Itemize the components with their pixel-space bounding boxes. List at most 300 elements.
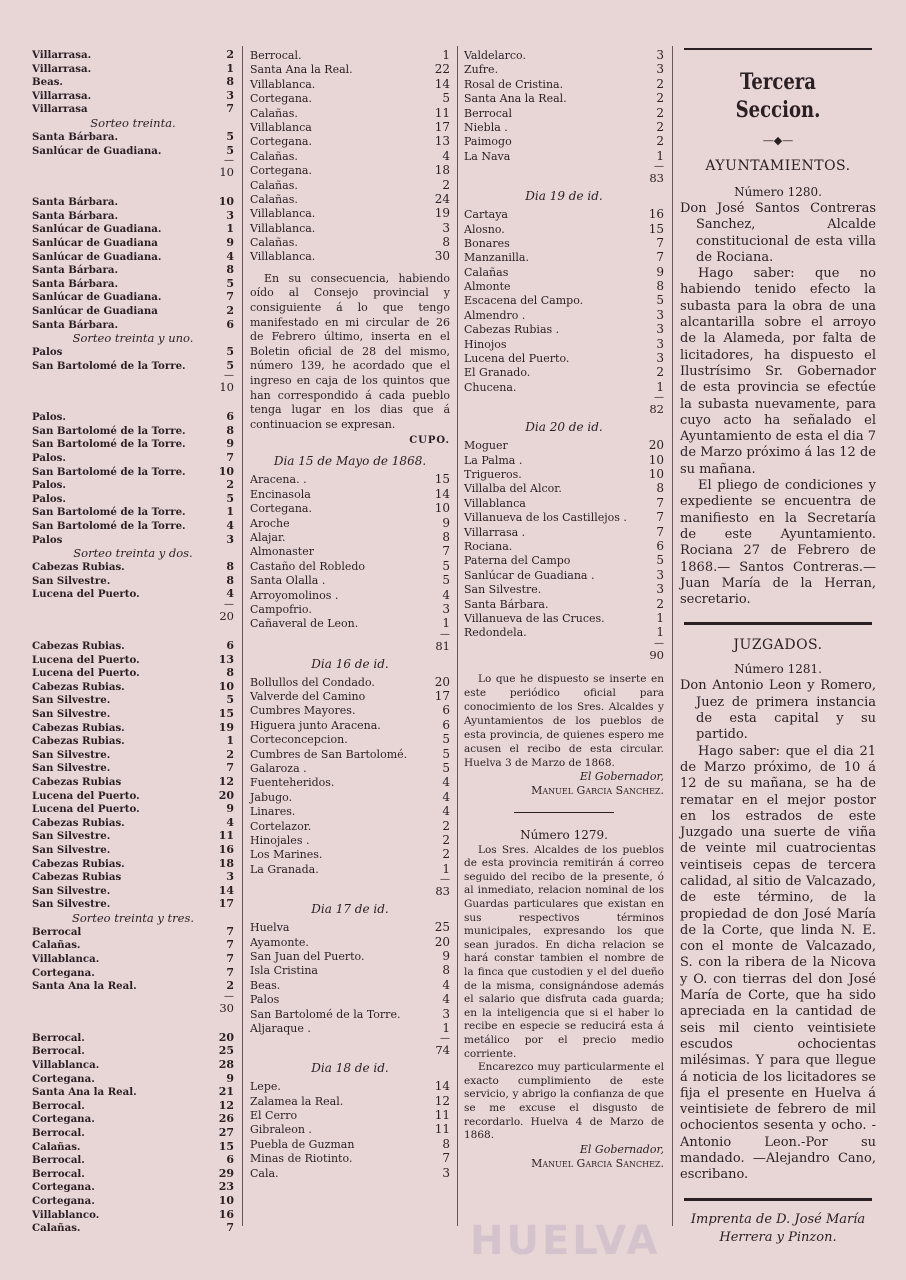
town-name: San Silvestre. xyxy=(464,583,542,597)
list-item xyxy=(250,487,450,501)
quota-value: 20 xyxy=(434,674,450,689)
town-name: Sanlúcar de Guadiana. xyxy=(32,291,162,304)
town-name: Cortelazor. xyxy=(250,819,312,833)
quota-value: 5 xyxy=(442,732,450,747)
town-name: Lucena del Puerto. xyxy=(32,789,140,802)
quota-value: 15 xyxy=(648,221,664,236)
quota-value: 3 xyxy=(656,62,664,77)
quota-value: 20 xyxy=(434,934,450,949)
town-name: Corteconcepcion. xyxy=(250,733,348,747)
column-4 xyxy=(680,48,876,1247)
quota-value: 1 xyxy=(656,610,664,625)
list-item xyxy=(32,775,234,789)
town-name: Cortegana. xyxy=(32,1072,95,1085)
list-item xyxy=(32,144,234,158)
quota-value: 3 xyxy=(442,1165,450,1180)
quota-value: 3 xyxy=(656,351,664,366)
list-item xyxy=(32,857,234,871)
list-item xyxy=(250,249,450,263)
list-item xyxy=(250,235,450,249)
list-item xyxy=(32,666,234,680)
town-name: Villablanca. xyxy=(250,250,316,264)
quota-value: 5 xyxy=(226,129,234,143)
quota-value: 8 xyxy=(226,75,234,89)
quota-value: 17 xyxy=(218,897,234,911)
town-name: Santa Ana la Real. xyxy=(32,1086,137,1099)
list-item xyxy=(250,1079,450,1093)
quota-value: 17 xyxy=(434,119,450,134)
quota-value: 10 xyxy=(648,466,664,481)
town-name: Los Marines. xyxy=(250,848,323,862)
list-item xyxy=(32,519,234,533)
quota-value: 26 xyxy=(218,1112,234,1126)
list-item xyxy=(250,134,450,148)
town-name: Villablanca xyxy=(250,120,312,134)
list-item xyxy=(250,530,450,544)
town-name: Sanlúcar de Guadiana. xyxy=(32,223,162,236)
list-item xyxy=(32,277,234,291)
quota-value: 6 xyxy=(442,717,450,732)
town-name: Cabezas Rubias. xyxy=(32,561,125,574)
list-item xyxy=(464,222,664,236)
list-item xyxy=(32,587,234,601)
list-item xyxy=(32,802,234,816)
quota-value: 8 xyxy=(656,279,664,294)
list-item xyxy=(250,963,450,977)
total: 10 xyxy=(219,165,234,180)
quota-value: 3 xyxy=(656,582,664,597)
list-item xyxy=(32,925,234,939)
town-name: Cabezas Rubias. xyxy=(32,735,125,748)
list-item xyxy=(464,597,664,611)
quota-value: 6 xyxy=(442,703,450,718)
quota-value: 1 xyxy=(656,379,664,394)
list-item xyxy=(250,221,450,235)
quota-value: 9 xyxy=(442,515,450,530)
watermark: HUELVA xyxy=(470,1218,661,1264)
list-item xyxy=(32,1153,234,1167)
quota-value: 4 xyxy=(442,587,450,602)
quota-value: 20 xyxy=(218,788,234,802)
list-item xyxy=(32,1031,234,1045)
list-item xyxy=(464,481,664,495)
list-item xyxy=(250,790,450,804)
quota-value: 3 xyxy=(656,307,664,322)
town-name: Zufre. xyxy=(464,63,499,77)
quota-value: 4 xyxy=(442,148,450,163)
quota-value: 12 xyxy=(218,774,234,788)
town-name: Palos xyxy=(32,533,63,546)
quota-value: 3 xyxy=(226,870,234,884)
quota-value: 25 xyxy=(218,1044,234,1058)
town-name: Chucena. xyxy=(464,380,517,394)
paragraph: Encarezco muy particularmente el exacto cumplimiento de este servicio, y abrigo la confianza de que se me excuse el disgusto de recordarlo. Huelva 4 de Marzo de 1868. xyxy=(464,1061,664,1142)
list-item xyxy=(464,62,664,76)
list-item xyxy=(32,979,234,993)
list-item xyxy=(464,365,664,379)
town-name: Villarrasa . xyxy=(464,525,526,539)
town-name: Cortegana. xyxy=(250,135,312,149)
column-divider xyxy=(672,46,673,1226)
town-name: Berrocal xyxy=(32,925,82,938)
quota-value: 5 xyxy=(442,761,450,776)
town-name: Santa Bárbara. xyxy=(32,196,119,209)
column-1: Villarrasa. 2 Villarrasa. 1 Beas. 8 Villarrasa. 3 Villarrasa 7 Sorteo treinta. Santa Bárbara. 5 Sanlúcar de Guadiana. 5 — 10 Santa Bárbara. 10 Santa Bárbara. 3 Sanlúcar de Guadiana. 1 Sanlúcar de Guadiana 9 Sanlúcar de Guadiana. 4 Santa Bárbara. 8 Santa Bárbara. 5 Sanlúcar de Guadiana. 7 Sanlúcar de Guadiana 2 Santa Bárbara. 6 Sorteo treinta y uno. Palos 5 San Bartolomé de la Torre. 5 — 10 Palos. 6 San Bartolomé de la Torre. 8 San Bartolomé de la Torre. 9 Palos. 7 San Bartolomé de la Torre. 10 Palos. 2 Palos. 5 San Bartolomé de la Torre. 1 San Bartolomé de la Torre. 4 Palos 3 Sorteo treinta y dos. Cabezas Rubias. 8 San Silvestre. 8 Lucena del Puerto. 4 — 20 Cabezas Rubias. 6 Lucena del Puerto. 13 Lucena del Puerto. 8 Cabezas Rubias. 10 San Silvestre. 5 San Silvestre. 15 Cabezas Rubias. 19 Cabezas Rubias. 1 San Silvestre. 2 San Silvestre. 7 Cabezas Rubias 12 Lucena del Puerto. 20 Lucena del Puerto. 9 Cabezas Rubias. 4 San Silvestre. 11 San Silvestre. 16 Cabezas Rubias. 18 Cabezas Rubias 3 San Silvestre. 14 San Silvestre. 17 Sorteo treinta y tres. Berrocal 7 Calañas. 7 Villablanca. 7 Cortegana. 7 Santa Ana la Real. 2 — 30 Berrocal. 20 Berrocal. 25 Villablanca. 28 Cortegana. 9 Santa Ana la Real. 21 Berrocal. 12 Cortegana. 26 Berrocal. 27 Calañas. 15 Berrocal. 6 Berrocal. 29 Cortegana. 23 Cortegana. 10 Villablanco. 16 Calañas. 7 xyxy=(32,48,234,1235)
quota-value: 3 xyxy=(656,48,664,62)
list-item xyxy=(250,106,450,120)
list-item xyxy=(32,263,234,277)
list-item xyxy=(250,1151,450,1165)
quota-value: 18 xyxy=(434,163,450,178)
list-item xyxy=(32,938,234,952)
quota-value: 7 xyxy=(656,524,664,539)
quota-value: 8 xyxy=(226,573,234,587)
list-item xyxy=(32,1167,234,1181)
list-item xyxy=(464,279,664,293)
list-item xyxy=(32,574,234,588)
quota-value: 1 xyxy=(226,734,234,748)
town-name: San Silvestre. xyxy=(32,748,111,761)
list-item xyxy=(32,1140,234,1154)
quota-value: 7 xyxy=(226,290,234,304)
town-name: Minas de Riotinto. xyxy=(250,1152,353,1166)
town-name: Jabugo. xyxy=(250,790,293,804)
list-item xyxy=(32,304,234,318)
list-item xyxy=(32,761,234,775)
quota-value: 2 xyxy=(442,832,450,847)
list-item xyxy=(32,130,234,144)
signature-title: El Gobernador, xyxy=(579,769,664,783)
town-name: Castaño del Robledo xyxy=(250,559,366,573)
town-name: Sanlúcar de Guadiana. xyxy=(32,144,162,157)
quota-value: 1 xyxy=(226,222,234,236)
town-name: San Silvestre. xyxy=(32,898,111,911)
town-name: Santa Bárbara. xyxy=(32,318,119,331)
quota-value: 16 xyxy=(218,842,234,856)
list-item xyxy=(464,525,664,539)
quota-value: 5 xyxy=(656,553,664,568)
list-item xyxy=(32,734,234,748)
quota-value: 3 xyxy=(442,220,450,235)
town-name: Cabezas Rubias . xyxy=(464,323,560,337)
town-name: Redondela. xyxy=(464,626,527,640)
quota-value: 6 xyxy=(226,639,234,652)
list-item xyxy=(250,935,450,949)
list-item xyxy=(32,290,234,304)
list-item xyxy=(464,510,664,524)
quota-value: 10 xyxy=(434,501,450,516)
list-item xyxy=(32,884,234,898)
town-name: Calañas. xyxy=(250,178,298,192)
quota-value: 13 xyxy=(218,652,234,666)
town-name: Almonaster xyxy=(250,545,314,559)
list-item xyxy=(250,616,450,630)
list-item xyxy=(250,1108,450,1122)
list-item xyxy=(464,625,664,639)
town-name: Lepe. xyxy=(250,1080,281,1094)
printer-imprint: Imprenta de D. José María Herrera y Pinzon. xyxy=(690,1211,866,1245)
list-item xyxy=(32,195,234,209)
town-name: Berrocal. xyxy=(32,1099,85,1112)
town-name: Moguer xyxy=(464,439,508,453)
quota-value: 5 xyxy=(226,143,234,157)
town-name: San Bartolomé de la Torre. xyxy=(32,438,186,451)
quota-value: 9 xyxy=(656,264,664,279)
quota-value: 18 xyxy=(218,856,234,870)
column-divider xyxy=(457,46,458,1226)
quota-value: 1 xyxy=(226,505,234,519)
list-item xyxy=(250,120,450,134)
town-name: Villanueva de las Cruces. xyxy=(464,611,605,625)
town-name: Valdelarco. xyxy=(464,49,526,62)
town-name: Palos. xyxy=(32,411,66,424)
list-item xyxy=(464,322,664,336)
town-name: Santa Ana la Real. xyxy=(250,63,353,77)
quota-value: 27 xyxy=(218,1126,234,1139)
town-name: Sanlúcar de Guadiana xyxy=(32,304,158,317)
list-item xyxy=(250,1122,450,1136)
quota-value: 1 xyxy=(442,48,450,62)
quota-value: 3 xyxy=(656,322,664,337)
list-item xyxy=(32,653,234,667)
quota-value: 7 xyxy=(226,952,234,966)
list-item xyxy=(464,293,664,307)
quota-value: 7 xyxy=(442,1151,450,1166)
list-item xyxy=(250,804,450,818)
list-item xyxy=(464,236,664,250)
town-name: Berrocal. xyxy=(250,49,302,62)
column-3: Valdelarco. 3 Zufre. 3 Rosal de Cristina. 2 Santa Ana la Real. 2 Berrocal 2 Niebla . 2 Paimogo 2 La Nava 1 — 83 Dia 19 de id. Cartaya 16 Alosno. 15 Bonares 7 Manzanilla. 7 Calañas 9 Almonte 8 Escacena del Campo. 5 Almendro . 3 Cabezas Rubias . 3 Hinojos 3 Lucena del Puerto. 3 El Granado. 2 Chucena. 1 — 82 Dia 20 de id. Moguer 20 La Palma . 10 Trigueros. 10 Villalba del Alcor. 8 Villablanca 7 Villanueva de los Castillejos . 7 Villarrasa . 7 Rociana. 6 Paterna del Campo 5 Sanlúcar de Guadiana . 3 San Silvestre. 3 Santa Bárbara. 2 Villanueva de las Cruces. 1 Redondela. 1 — 90 Lo que he dispuesto se inserte en este periódico oficial para conocimiento de los Sres. Alcaldes y Ayuntamientos de los pueblos de esta provincia, de quienes espero me acusen el recibo de esta circular. Huelva 3 de Marzo de 1868. El Gobernador, Manuel Garcia Sanchez. Número 1279. Los Sres. Alcaldes de los pueblos de esta provincia remitirán á correo seguido del recibo de la presente, ó al inmediato, relacion nominal de los Guardas particulares que existan en sus respectivos términos municipales, expresando los que sean jurados. En dicha relacion se hará constar tambien el nombre de la finca que custodien y el del dueño de la misma, consignándose además el salario que disfruta cada guarda; en la inteligencia que si el haber lo recibe en especie se reducirá esta á metálico por el precio medio corriente. Encarezco muy particularmente el exacto cumplimiento de este servicio, y abrigo la confianza de que se me excuse el disgusto de recordarlo. Huelva 4 de Marzo de 1868. El Gobernador, Manuel Garcia Sanchez. xyxy=(464,48,664,1170)
paragraph: El pliego de condiciones y expediente se encuentra de manifiesto en la Secretaría de este Ayuntamiento. Rociana 27 de Febrero de 1868.— Santos Contreras.—Juan María de la Herran, secretario. xyxy=(680,478,876,608)
town-name: Cabezas Rubias. xyxy=(32,680,125,693)
quota-value: 5 xyxy=(656,293,664,308)
list-item xyxy=(32,345,234,359)
town-name: Cumbres Mayores. xyxy=(250,704,356,718)
town-name: San Bartolomé de la Torre. xyxy=(32,506,186,519)
town-name: Villablanca xyxy=(464,496,526,510)
quota-value: 1 xyxy=(442,616,450,631)
town-name: Aroche xyxy=(250,516,290,530)
town-name: Villablanco. xyxy=(32,1208,100,1221)
quota-value: 7 xyxy=(442,544,450,559)
quota-value: 5 xyxy=(226,276,234,290)
signature-name: Manuel Garcia Sanchez. xyxy=(531,783,664,797)
list-item xyxy=(250,62,450,76)
town-name: San Silvestre. xyxy=(32,694,111,707)
town-name: Villablanca. xyxy=(250,207,316,221)
town-name: San Bartolomé de la Torre. xyxy=(32,465,186,478)
quota-value: 14 xyxy=(434,1079,450,1094)
total: 83 xyxy=(435,884,450,899)
town-name: Paterna del Campo xyxy=(464,554,571,568)
list-item xyxy=(32,236,234,250)
paragraph: Lo que he dispuesto se inserte en este periódico oficial para conocimiento de los Sres. Alcaldes y Ayuntamientos de los pueblos de esta provincia, de quienes espero me acusen el recibo de esta circular. Huelva 3 de Marzo de 1868. xyxy=(464,672,664,769)
town-name: Villarrasa. xyxy=(32,89,92,102)
quota-value: 2 xyxy=(656,119,664,134)
list-item xyxy=(250,178,450,192)
quota-value: 7 xyxy=(226,965,234,979)
list-item xyxy=(250,472,450,486)
list-item xyxy=(32,102,234,116)
quota-value: 2 xyxy=(442,818,450,833)
quota-value: 15 xyxy=(434,472,450,487)
list-item xyxy=(32,1221,234,1235)
town-name: Cumbres de San Bartolomé. xyxy=(250,747,408,761)
town-name: Gibraleon . xyxy=(250,1123,312,1137)
town-name: Lucena del Puerto. xyxy=(32,667,140,680)
list-item xyxy=(32,952,234,966)
quota-value: 6 xyxy=(226,1153,234,1167)
list-item xyxy=(250,573,450,587)
list-item xyxy=(250,1137,450,1151)
list-item xyxy=(32,680,234,694)
town-name: Palos. xyxy=(32,479,66,492)
quota-value: 4 xyxy=(442,992,450,1007)
quota-value: 14 xyxy=(434,76,450,91)
list-item xyxy=(250,559,450,573)
list-item xyxy=(464,351,664,365)
list-item xyxy=(464,106,664,120)
quota-value: 2 xyxy=(226,478,234,492)
town-name: Calañas xyxy=(464,265,509,279)
quota-value: 4 xyxy=(226,519,234,533)
subheading: Sorteo treinta y tres. xyxy=(71,910,195,925)
town-name: Linares. xyxy=(250,805,296,819)
town-name: Niebla . xyxy=(464,120,508,134)
total: 81 xyxy=(435,638,450,653)
quota-value: 7 xyxy=(226,1221,234,1235)
list-item xyxy=(250,732,450,746)
list-item xyxy=(32,1208,234,1222)
quota-value: 7 xyxy=(226,924,234,938)
quota-value: 10 xyxy=(218,679,234,693)
town-name: San Silvestre. xyxy=(32,830,111,843)
town-name: Hinojos xyxy=(464,337,507,351)
town-name: San Bartolomé de la Torre. xyxy=(250,1007,401,1021)
quota-value: 7 xyxy=(656,495,664,510)
town-name: Valverde del Camino xyxy=(250,690,366,704)
total: 10 xyxy=(219,380,234,395)
town-name: Calañas. xyxy=(32,939,81,952)
list-item xyxy=(464,611,664,625)
list-item xyxy=(464,453,664,467)
list-item xyxy=(32,1072,234,1086)
quota-value: 2 xyxy=(442,847,450,862)
list-item xyxy=(32,451,234,465)
quota-value: 6 xyxy=(226,317,234,331)
list-item xyxy=(32,424,234,438)
subheading: Sorteo treinta. xyxy=(90,115,176,130)
quota-value: 10 xyxy=(218,195,234,209)
town-name: Berrocal xyxy=(464,106,512,120)
town-name: Arroyomolinos . xyxy=(250,588,339,602)
quota-value: 29 xyxy=(218,1166,234,1180)
day-heading: Dia 20 de id. xyxy=(525,420,603,435)
quota-value: 9 xyxy=(226,1071,234,1085)
list-item xyxy=(32,1112,234,1126)
town-name: Villanueva de los Castillejos . xyxy=(464,511,627,525)
town-name: Villarrasa xyxy=(32,103,88,116)
quota-value: 2 xyxy=(442,177,450,192)
quota-value: 30 xyxy=(434,249,450,264)
quota-value: 7 xyxy=(656,510,664,525)
town-name: Rociana. xyxy=(464,539,513,553)
list-item xyxy=(32,250,234,264)
quota-value: 2 xyxy=(656,134,664,149)
list-item xyxy=(32,1058,234,1072)
town-name: Santa Bárbara. xyxy=(32,264,119,277)
town-name: Zalamea la Real. xyxy=(250,1094,344,1108)
town-name: San Silvestre. xyxy=(32,843,111,856)
town-name: Campofrio. xyxy=(250,602,312,616)
day-heading: Dia 19 de id. xyxy=(525,189,603,204)
quota-value: 5 xyxy=(226,693,234,707)
list-item xyxy=(250,192,450,206)
quota-value: 8 xyxy=(226,423,234,437)
quota-value: 7 xyxy=(226,102,234,116)
town-name: Isla Cristina xyxy=(250,964,318,978)
quota-value: 7 xyxy=(226,761,234,775)
list-item xyxy=(32,693,234,707)
list-item xyxy=(464,380,664,394)
quota-value: 8 xyxy=(442,529,450,544)
list-item xyxy=(32,1126,234,1140)
quota-value: 9 xyxy=(226,802,234,816)
list-item xyxy=(32,1099,234,1113)
list-item xyxy=(32,816,234,830)
town-name: Cortegana. xyxy=(250,502,312,516)
town-name: Palos xyxy=(32,346,63,359)
list-item xyxy=(250,48,450,62)
town-name: Higuera junto Aracena. xyxy=(250,718,381,732)
town-name: Cortegana. xyxy=(32,966,95,979)
town-name: Galaroza . xyxy=(250,762,307,776)
cupo-label: CUPO. xyxy=(409,435,450,447)
list-item xyxy=(32,222,234,236)
day-heading: Dia 17 de id. xyxy=(311,902,389,917)
list-item xyxy=(464,539,664,553)
quota-value: 11 xyxy=(434,1122,450,1137)
town-name: Alosno. xyxy=(464,222,505,236)
town-name: Cartaya xyxy=(464,208,508,222)
town-name: La Palma . xyxy=(464,453,523,467)
section-heading: JUZGADOS. xyxy=(733,637,823,654)
town-name: Cortegana. xyxy=(32,1181,95,1194)
list-item xyxy=(32,721,234,735)
town-name: Berrocal. xyxy=(32,1127,85,1139)
quota-value: 2 xyxy=(656,596,664,611)
quota-value: 15 xyxy=(218,1139,234,1153)
list-item xyxy=(32,966,234,980)
list-item xyxy=(464,553,664,567)
town-name: Villablanca. xyxy=(250,77,316,91)
list-item xyxy=(250,77,450,91)
quota-value: 10 xyxy=(218,1193,234,1207)
quota-value: 19 xyxy=(218,720,234,734)
quota-value: 1 xyxy=(656,148,664,163)
quota-value: 13 xyxy=(434,134,450,149)
quota-value: 5 xyxy=(442,91,450,106)
list-item xyxy=(250,718,450,732)
notice-number: Número 1280. xyxy=(734,185,822,199)
town-name: Villablanca. xyxy=(32,1059,100,1072)
list-item xyxy=(250,833,450,847)
quota-value: 2 xyxy=(656,105,664,120)
list-item xyxy=(32,829,234,843)
town-name: Trigueros. xyxy=(464,467,522,481)
quota-value: 2 xyxy=(656,91,664,106)
total: 74 xyxy=(435,1043,450,1058)
